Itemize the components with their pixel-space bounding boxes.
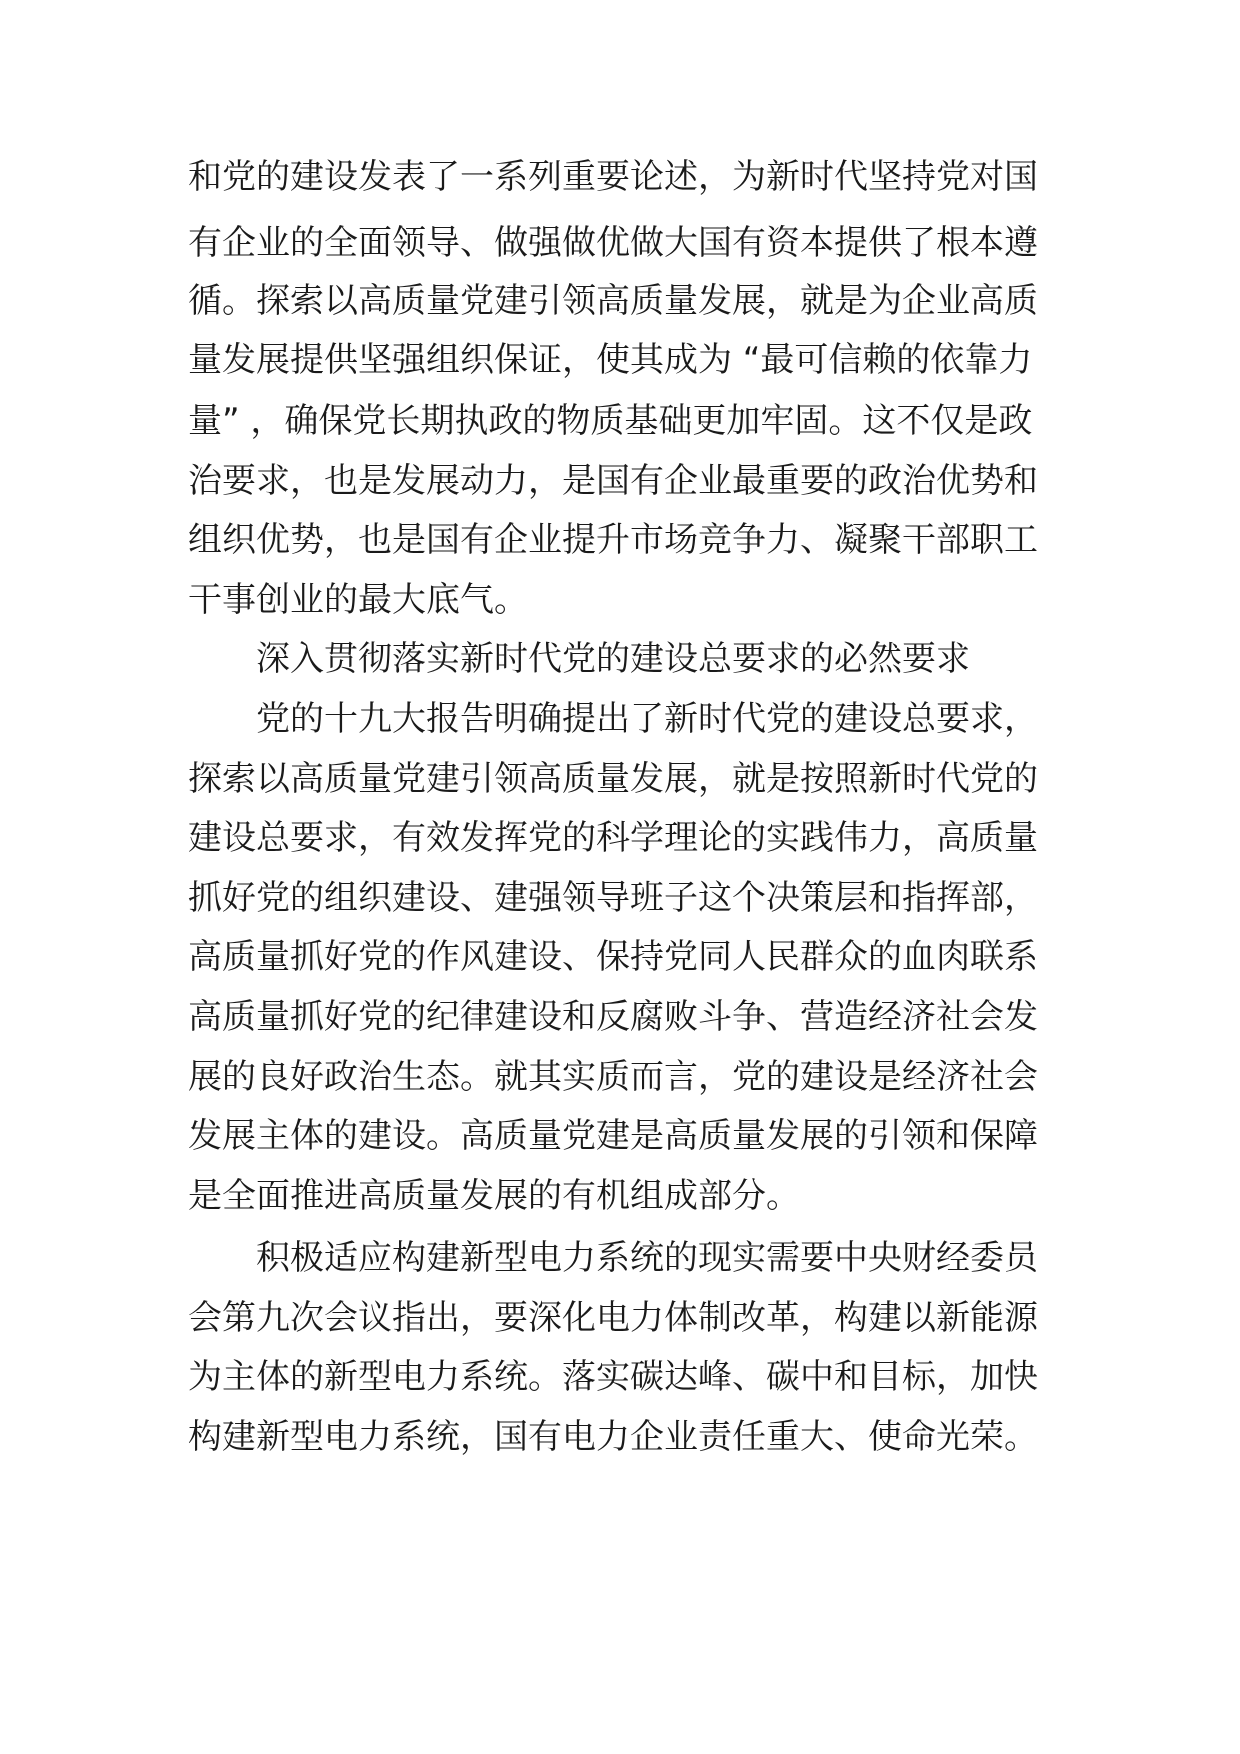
text-line: 会第九次会议指出，要深化电力体制改革，构建以新能源 xyxy=(188,1298,1038,1338)
text-line: 干事创业的最大底气。 xyxy=(188,580,528,620)
paragraph-first-line: 党的十九大报告明确提出了新时代党的建设总要求， xyxy=(256,699,1038,739)
section-heading: 深入贯彻落实新时代党的建设总要求的必然要求 xyxy=(256,639,970,679)
text-line: 探索以高质量党建引领高质量发展，就是按照新时代党的 xyxy=(188,759,1038,799)
text-line: 循。探索以高质量党建引领高质量发展，就是为企业高质 xyxy=(188,281,1038,321)
text-line: 和党的建设发表了一系列重要论述，为新时代坚持党对国 xyxy=(188,157,1038,197)
text-line: 抓好党的组织建设、建强领导班子这个决策层和指挥部， xyxy=(188,878,1038,918)
paragraph-first-line: 积极适应构建新型电力系统的现实需要中央财经委员 xyxy=(256,1238,1038,1278)
text-line: 量” ，确保党长期执政的物质基础更加牢固。这不仅是政 xyxy=(188,401,1033,441)
text-line: 高质量抓好党的作风建设、保持党同人民群众的血肉联系 xyxy=(188,937,1038,977)
text-line: 组织优势，也是国有企业提升市场竞争力、凝聚干部职工 xyxy=(188,520,1038,560)
text-line: 发展主体的建设。高质量党建是高质量发展的引领和保障 xyxy=(188,1116,1038,1156)
text-line: 建设总要求，有效发挥党的科学理论的实践伟力，高质量 xyxy=(188,818,1038,858)
text-line: 治要求，也是发展动力，是国有企业最重要的政治优势和 xyxy=(188,461,1038,501)
text-line: 高质量抓好党的纪律建设和反腐败斗争、营造经济社会发 xyxy=(188,997,1038,1037)
text-line: 量发展提供坚强组织保证，使其成为 “最可信赖的依靠力 xyxy=(188,340,1033,380)
text-line: 构建新型电力系统，国有电力企业责任重大、使命光荣。 xyxy=(188,1417,1038,1457)
text-line: 为主体的新型电力系统。落实碳达峰、碳中和目标，加快 xyxy=(188,1357,1038,1397)
text-line: 有企业的全面领导、做强做优做大国有资本提供了根本遵 xyxy=(188,223,1038,263)
text-line: 展的良好政治生态。就其实质而言，党的建设是经济社会 xyxy=(188,1057,1038,1097)
text-line: 是全面推进高质量发展的有机组成部分。 xyxy=(188,1176,800,1216)
